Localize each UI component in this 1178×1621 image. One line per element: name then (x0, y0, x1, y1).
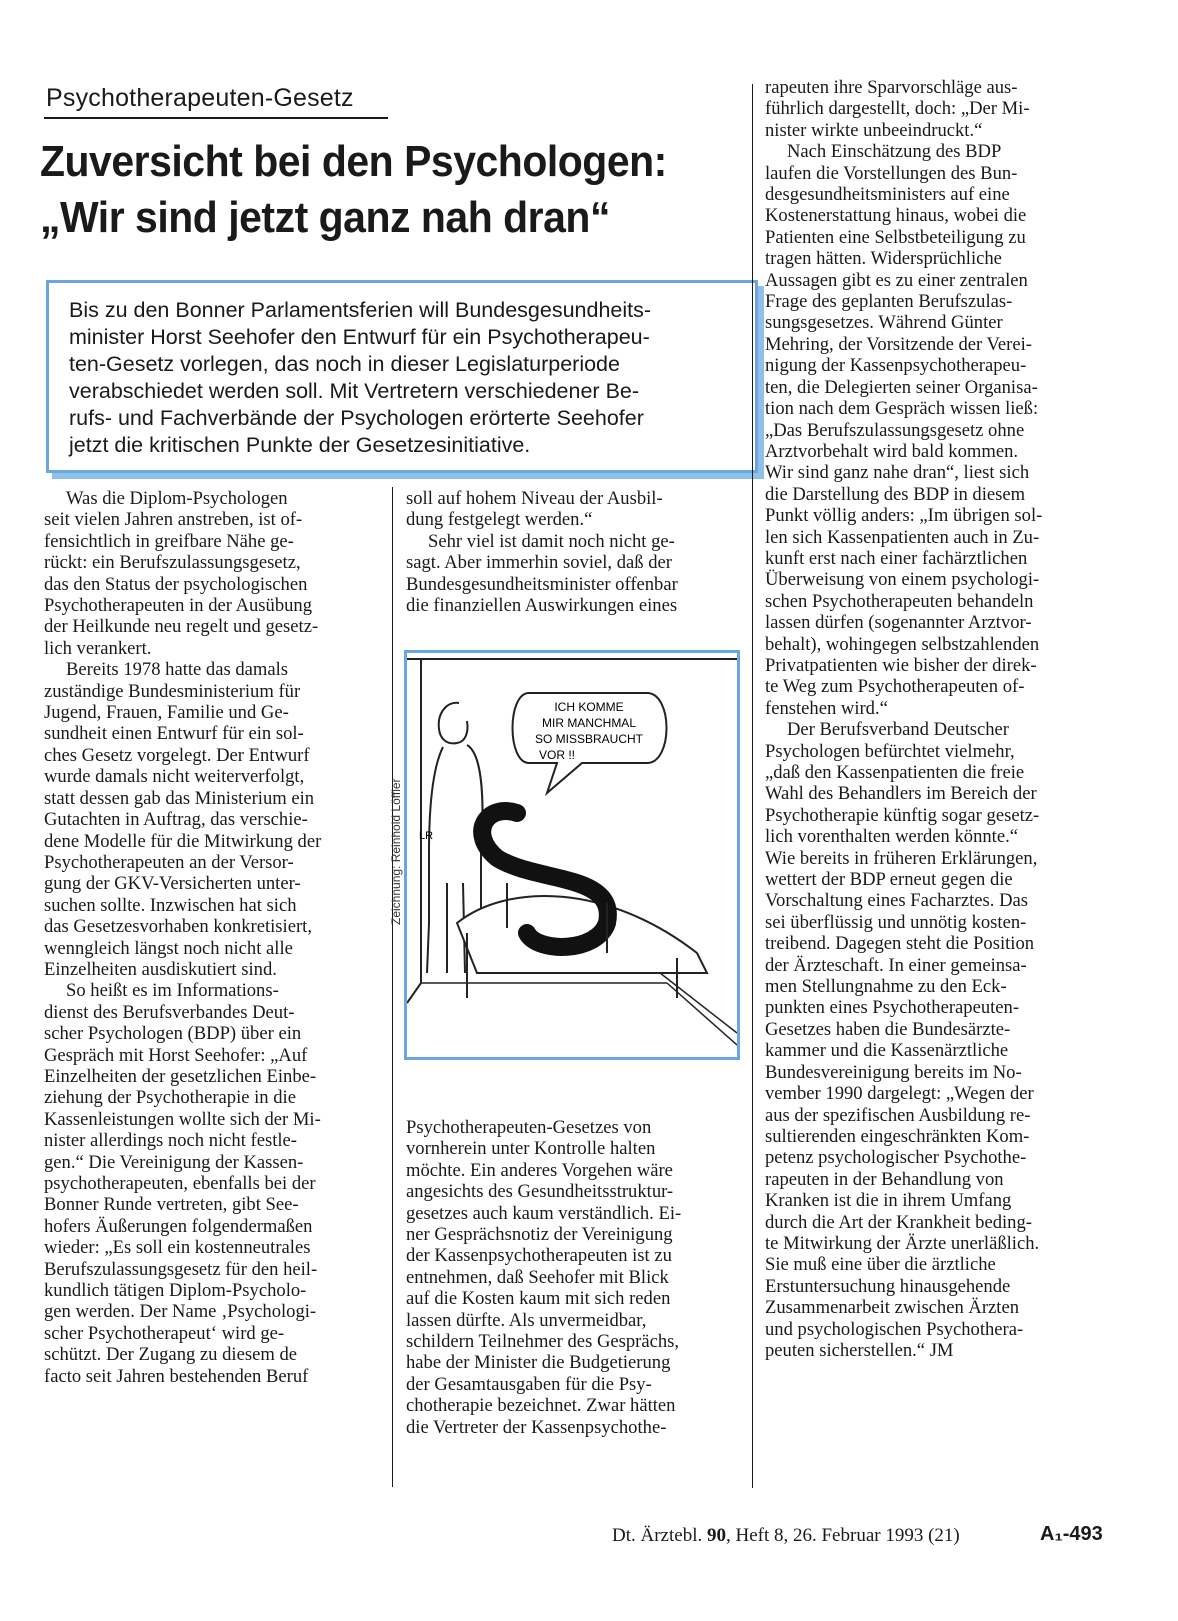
text-line: tragen hätten. Widersprüchliche (765, 248, 1002, 270)
article-column-2-bottom (406, 1117, 740, 1438)
teaser-line: minister Horst Seehofer den Entwurf für ein Psychotherapeu- (69, 325, 650, 349)
text-line: Überweisung von einem psychologi- (765, 569, 1040, 591)
text-line: der Ärzteschaft. In einer gemeinsa- (765, 954, 1027, 976)
footer-journal: Dt. Ärztebl. (612, 1525, 707, 1546)
text-line: sagt. Aber immerhin soviel, daß der (406, 552, 672, 574)
text-line: „Das Berufszulassungsgesetz ohne (765, 419, 1025, 441)
text-line: Sehr viel ist damit noch nicht ge- (428, 530, 675, 552)
text-line: wenngleich längst noch nicht alle (44, 937, 293, 959)
text-line: vember 1990 dargelegt: „Wegen der (765, 1083, 1034, 1105)
text-line: behalt), wohingegen selbstzahlenden (765, 633, 1040, 655)
text-line: Erstuntersuchung hinausgehende (765, 1275, 1011, 1297)
footer-citation (612, 1525, 960, 1547)
article-column-1 (44, 488, 378, 1387)
text-line: dene Modelle für die Mitwirkung der (44, 830, 322, 852)
text-line: kundlich tätigen Diplom-Psycholo- (44, 1280, 307, 1302)
text-line: lassen dürfte. Als unvermeidbar, (406, 1309, 647, 1331)
text-line: der Kassenpsychotherapeuten ist zu (406, 1245, 672, 1267)
text-line: wurde damals nicht weiterverfolgt, (44, 766, 305, 788)
speech-line: MIR MANCHMAL (541, 716, 637, 730)
text-line: nister wirkte unbeeindruckt.“ (765, 119, 983, 141)
text-line: Einzelheiten der gesetzlichen Einbe- (44, 1065, 317, 1087)
text-line: der Gesamtausgaben für die Psy- (406, 1373, 652, 1395)
text-line: Wir sind ganz nahe dran“, liest sich (765, 462, 1030, 484)
text-line: Psychologen befürchtet vielmehr, (765, 740, 1015, 762)
headline (40, 134, 728, 246)
cartoon (404, 650, 740, 1060)
text-line: Sie muß eine über die ärztliche (765, 1254, 996, 1276)
text-line: Gespräch mit Horst Seehofer: „Auf (44, 1044, 308, 1066)
text-line: So heißt es im Informations- (66, 980, 279, 1002)
text-line: Punkt völlig anders: „Im übrigen sol- (765, 505, 1043, 527)
text-line: ziehung der Psychotherapie in die (44, 1087, 296, 1109)
text-line: Kranken ist die in ihrem Umfang (765, 1190, 1012, 1212)
text-line: Was die Diplom-Psychologen (66, 488, 288, 509)
article-kicker: Psychotherapeuten-Gesetz (46, 84, 354, 112)
text-line: Arztvorbehalt wird bald kommen. (765, 440, 1019, 462)
text-line: Einzelheiten ausdiskutiert sind. (44, 958, 277, 980)
headline-line: Zuversicht bei den Psychologen: (40, 137, 667, 186)
teaser-line: rufs- und Fachverbände der Psychologen erörterte Seehofer (69, 406, 644, 430)
text-line: entnehmen, daß Seehofer mit Blick (406, 1266, 669, 1288)
text-line: rapeuten ihre Sparvorschläge aus- (765, 77, 1018, 98)
column-rule (752, 84, 753, 1488)
cartoon-illustration (407, 653, 737, 1057)
teaser-box (46, 280, 758, 473)
text-line: Psychotherapeuten-Gesetzes von (406, 1117, 652, 1138)
text-line: sei überflüssig und unnötig kosten- (765, 911, 1027, 933)
teaser-line: Bis zu den Bonner Parlamentsferien will Bundesgesundheits- (69, 298, 652, 322)
text-line: statt dessen gab das Ministerium ein (44, 787, 315, 809)
text-line: Bundesvereinigung bereits im No- (765, 1061, 1022, 1083)
text-line: Kassenleistungen wollte sich der Mi- (44, 1108, 321, 1130)
text-line: chotherapie bezeichnet. Zwar hätten (406, 1395, 676, 1417)
text-line: Aussagen gibt es zu einer zentralen (765, 269, 1028, 291)
text-line: möchte. Ein anderes Vorgehen wäre (406, 1159, 673, 1181)
text-line: scher Psychologen (BDP) über ein (44, 1023, 302, 1045)
text-line: wieder: „Es soll ein kostenneutrales (44, 1237, 311, 1259)
text-line: Vorschaltung eines Facharztes. Das (765, 890, 1028, 912)
text-line: lich vorenthalten werden könnte.“ (765, 826, 1018, 848)
text-line: dung festgelegt werden.“ (406, 509, 593, 531)
text-line: facto seit Jahren bestehenden Beruf (44, 1365, 309, 1387)
text-line: nister allerdings noch nicht festle- (44, 1130, 298, 1152)
text-line: te Mitwirkung der Ärzte unerläßlich. (765, 1232, 1040, 1254)
teaser-text (69, 297, 741, 459)
page-number: A₁-493 (1040, 1523, 1103, 1545)
kicker-underline (44, 117, 388, 119)
text-line: Psychotherapie künftig sogar gesetz- (765, 804, 1040, 826)
text-line: rückt: ein Berufszulassungsgesetz, (44, 552, 301, 574)
text-line: Berufszulassungsgesetz für den heil- (44, 1258, 318, 1280)
text-line: die finanziellen Auswirkungen eines (406, 595, 678, 617)
speech-line: ICH KOMME (554, 700, 624, 714)
text-line: sungsgesetzes. Während Günter (765, 312, 1003, 334)
text-line: Psychotherapeuten an der Versor- (44, 851, 294, 873)
headline-line: „Wir sind jetzt ganz nah dran“ (40, 193, 610, 242)
text-line: die Darstellung des BDP in diesem (765, 483, 1026, 505)
text-line: habe der Minister die Budgetierung (406, 1352, 671, 1374)
text-line: Jugend, Frauen, Familie und Ge- (44, 702, 289, 724)
text-line: Privatpatienten wie bisher der direk- (765, 654, 1037, 676)
text-line: soll auf hohem Niveau der Ausbil- (406, 488, 663, 509)
text-line: seit vielen Jahren anstreben, ist of- (44, 509, 303, 531)
text-line: treibend. Dagegen steht die Position (765, 933, 1035, 955)
text-line: „daß den Kassenpatienten die freie (765, 762, 1025, 783)
text-line: ches Gesetz vorgelegt. Der Entwurf (44, 744, 310, 766)
text-line: psychotherapeuten, ebenfalls bei der (44, 1173, 316, 1194)
text-line: Wie bereits in früheren Erklärungen, (765, 847, 1038, 869)
text-line: sultierenden eingeschränkten Kom- (765, 1125, 1030, 1147)
article-column-3 (765, 77, 1095, 1361)
text-line: men Stellungnahme zu den Eck- (765, 976, 1007, 998)
footer-volume: 90 (706, 1525, 726, 1546)
text-line: Nach Einschätzung des BDP (787, 141, 1002, 163)
teaser-line: ten-Gesetz vorlegen, das noch in dieser Legislaturperiode (69, 352, 620, 376)
cartoon-signature: LR (419, 830, 434, 842)
text-line: die Vertreter der Kassenpsychothe- (406, 1416, 667, 1438)
text-line: Der Berufsverband Deutscher (787, 719, 1009, 741)
text-line: das Gesetzesvorhaben konkretisiert, (44, 916, 312, 938)
cartoon-credit: Zeichnung: Reinhold Löffler (389, 778, 403, 925)
text-line: Frage des geplanten Berufszulas- (765, 291, 1013, 313)
text-line: scher Psychotherapeut‘ wird ge- (44, 1322, 285, 1344)
text-line: rapeuten in der Behandlung von (765, 1168, 1004, 1190)
text-line: te Weg zum Psychotherapeuten of- (765, 676, 1025, 698)
text-line: der Heilkunde neu regelt und gesetz- (44, 616, 319, 638)
column-rule (392, 487, 393, 1487)
text-line: schen Psychotherapeuten behandeln (765, 590, 1034, 612)
text-line: Zusammenarbeit zwischen Ärzten (765, 1297, 1020, 1319)
text-line: nigung der Kassenpsychotherapeu- (765, 355, 1027, 377)
text-line: und psychologischen Psychothera- (765, 1318, 1024, 1340)
text-line: Wahl des Behandlers im Bereich der (765, 783, 1037, 805)
text-line: dienst des Berufsverbandes Deut- (44, 1001, 295, 1023)
text-line: durch die Art der Krankheit beding- (765, 1211, 1032, 1233)
text-line: fensichtlich in greifbare Nähe ge- (44, 530, 294, 552)
text-line: schützt. Der Zugang zu diesem de (44, 1344, 297, 1366)
text-line: gung der GKV-Versicherten unter- (44, 873, 301, 895)
text-line: lassen dürfen (sogenannter Arztvor- (765, 612, 1032, 634)
text-line: gen werden. Der Name ‚Psychologi- (44, 1301, 317, 1323)
speech-line: SO MISSBRAUCHT (534, 732, 644, 746)
text-line: Bundesgesundheitsminister offenbar (406, 573, 678, 595)
text-line: gen.“ Die Vereinigung der Kassen- (44, 1151, 304, 1173)
text-line: gesetzes auch kaum verständlich. Ei- (406, 1202, 682, 1224)
text-line: Kostenerstattung hinaus, wobei die (765, 205, 1027, 227)
text-line: hofers Äußerungen folgendermaßen (44, 1215, 313, 1237)
text-line: das den Status der psychologischen (44, 573, 308, 595)
teaser-line: verabschiedet werden soll. Mit Vertretern verschiedener Be- (69, 379, 640, 403)
text-line: auf die Kosten kaum mit sich reden (406, 1288, 671, 1310)
text-line: Mehring, der Vorsitzende der Verei- (765, 333, 1032, 355)
text-line: fenstehen wird.“ (765, 697, 888, 719)
text-line: Bereits 1978 hatte das damals (66, 659, 289, 681)
text-line: len sich Kassenpatienten auch in Zu- (765, 526, 1040, 548)
text-line: Bonner Runde vertreten, gibt See- (44, 1194, 299, 1216)
text-line: ner Gesprächsnotiz der Vereinigung (406, 1224, 673, 1246)
text-line: peuten sicherstellen.“ JM (765, 1339, 954, 1361)
text-line: Gesetzes haben die Bundesärzte- (765, 1018, 1011, 1040)
article-column-2-top (406, 488, 740, 616)
text-line: tion nach dem Gespräch wissen ließ: (765, 398, 1039, 420)
text-line: Patienten eine Selbstbeteiligung zu (765, 226, 1026, 248)
text-line: sundheit einen Entwurf für ein sol- (44, 723, 304, 745)
text-line: suchen sollte. Inzwischen hat sich (44, 894, 297, 916)
text-line: angesichts des Gesundheitsstruktur- (406, 1181, 674, 1203)
text-line: kammer und die Kassenärztliche (765, 1040, 1009, 1062)
text-line: zuständige Bundesministerium für (44, 680, 301, 702)
text-line: Psychotherapeuten in der Ausübung (44, 595, 313, 617)
text-line: laufen die Vorstellungen des Bun- (765, 162, 1018, 184)
text-line: wettert der BDP erneut gegen die (765, 869, 1013, 891)
text-line: punkten eines Psychotherapeuten- (765, 997, 1020, 1019)
text-line: kunft erst nach einer fachärztlichen (765, 547, 1028, 569)
text-line: vornherein unter Kontrolle halten (406, 1138, 656, 1160)
text-line: Gutachten in Auftrag, das verschie- (44, 809, 308, 831)
speech-line: VOR !! (538, 748, 576, 762)
footer-issue: , Heft 8, 26. Februar 1993 (21) (725, 1525, 960, 1546)
text-line: schildern Teilnehmer des Gesprächs, (406, 1331, 680, 1353)
text-line: aus der spezifischen Ausbildung re- (765, 1104, 1031, 1126)
teaser-line: jetzt die kritischen Punkte der Gesetzesinitiative. (69, 433, 531, 457)
text-line: lich verankert. (44, 637, 152, 659)
text-line: petenz psychologischer Psychothe- (765, 1147, 1027, 1169)
text-line: ten, die Delegierten seiner Organisa- (765, 376, 1038, 398)
text-line: desgesundheitsministers auf eine (765, 184, 1010, 206)
text-line: führlich dargestellt, doch: „Der Mi- (765, 98, 1030, 120)
